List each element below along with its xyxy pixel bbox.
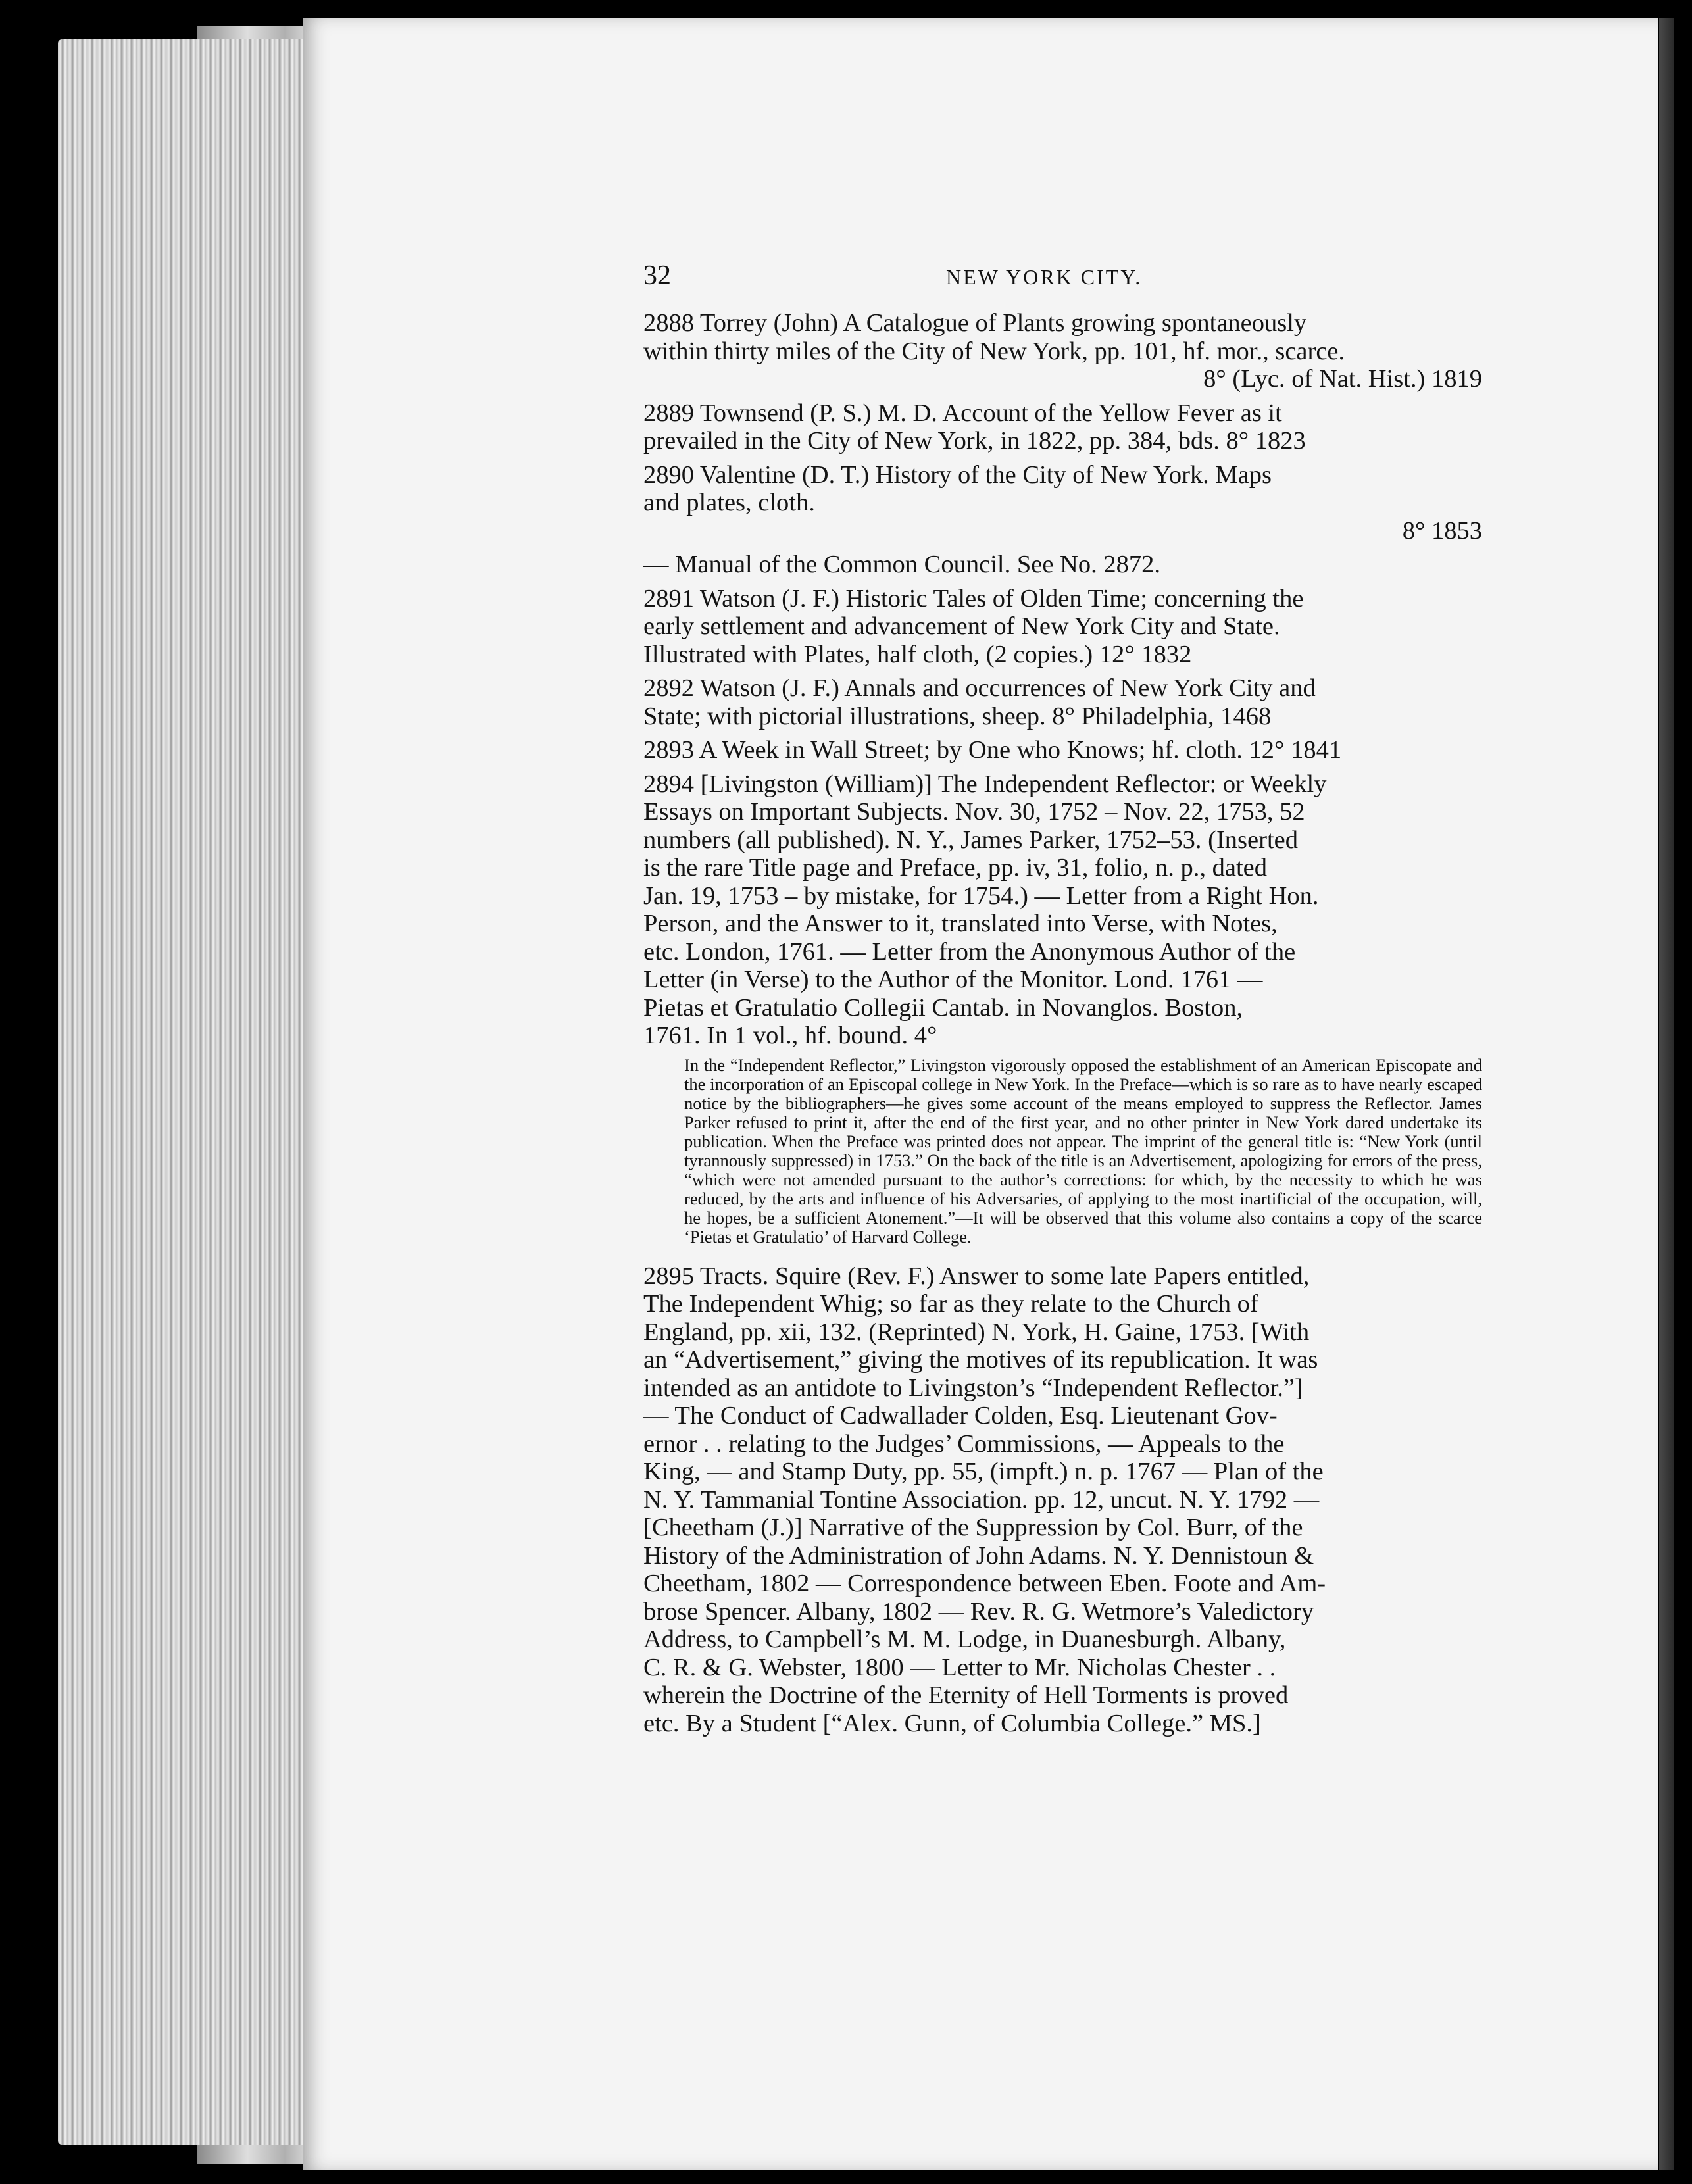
entry-line: and plates, cloth. — [643, 489, 815, 516]
entry-line: Address, to Campbell’s M. M. Lodge, in Duanesburgh. Albany, — [643, 1626, 1286, 1653]
book-leaves — [58, 39, 321, 2145]
entry-line: 8° 1853 — [1402, 516, 1482, 545]
entry-line: 2889 Townsend (P. S.) M. D. Account of the Yellow Fever as it — [643, 399, 1282, 427]
catalogue-entry — [643, 399, 1482, 455]
entry-line: etc. By a Student [“Alex. Gunn, of Columbia College.” MS.] — [643, 1709, 1261, 1737]
running-head: NEW YORK CITY. — [946, 265, 1143, 289]
page-number: 32 — [643, 261, 671, 291]
entry-line: King, — and Stamp Duty, pp. 55, (impft.) n. p. 1767 — Plan of the — [643, 1458, 1324, 1485]
entry-line: an “Advertisement,” giving the motives of its republication. It was — [643, 1346, 1318, 1374]
catalogue-entry — [643, 461, 1482, 545]
entry-line: Letter (in Verse) to the Author of the Monitor. Lond. 1761 — — [643, 966, 1263, 993]
entry-line: England, pp. xii, 132. (Reprinted) N. York, H. Gaine, 1753. [With — [643, 1318, 1310, 1346]
entry-line: wherein the Doctrine of the Eternity of Hell Torments is proved — [643, 1681, 1289, 1709]
entry-line: Cheetham, 1802 — Correspondence between Eben. Foote and Am- — [643, 1570, 1326, 1597]
entry-line: Pietas et Gratulatio Collegii Cantab. in Novanglos. Boston, — [643, 993, 1243, 1022]
entry-line: numbers (all published). N. Y., James Parker, 1752–53. (Inserted — [643, 826, 1298, 854]
entry-line: 2891 Watson (J. F.) Historic Tales of Olden Time; concerning the — [643, 584, 1304, 612]
entry-note: In the “Independent Reflector,” Livingston vigorously opposed the establishment of an American Episcopate and the incorporation of an Episcopal college in New York. In the Preface—which is so rare as to have nearly escaped notice by the bibliographers—he gives some account of the means employed to suppress the Reflector. James Parker refused to print it, after the end of the first year, and no other printer in New York dared undertake its publication. When the Preface was printed does not appear. The imprint of the general title is: “New York (until tyrannously suppressed) in 1753.” On the back of the title is an Advertisement, apologizing for errors of the press, “which were not amended pursuant to the author’s corrections: for which, by the necessity to which he was reduced, by the arts and influence of his Adversaries, of applying to the most inartificial of the occupation, will, he hopes, be a sufficient Atonement.”—It will be observed that this volume also contains a copy of the scarce ‘Pietas et Gratulatio’ of Harvard College. — [684, 1055, 1482, 1247]
catalogue-entry — [643, 736, 1482, 764]
entry-line: N. Y. Tammanial Tontine Association. pp. 12, uncut. N. Y. 1792 — — [643, 1485, 1320, 1514]
catalogue-entry — [643, 770, 1482, 1050]
catalogue-entry — [643, 674, 1482, 730]
entry-line: 2890 Valentine (D. T.) History of the City of New York. Maps — [643, 460, 1272, 489]
entry-line: — The Conduct of Cadwallader Colden, Esq. Lieutenant Gov- — [643, 1402, 1278, 1429]
entry-line: History of the Administration of John Adams. N. Y. Dennistoun & — [643, 1541, 1314, 1570]
entry-line: early settlement and advancement of New York City and State. — [643, 612, 1280, 640]
entry-line: 2892 Watson (J. F.) Annals and occurrences of New York City and — [643, 674, 1316, 702]
entry-line: 8° (Lyc. of Nat. Hist.) 1819 — [1203, 365, 1482, 393]
entry-line: Jan. 19, 1753 – by mistake, for 1754.) — Letter from a Right Hon. — [643, 881, 1319, 910]
entry-line: Person, and the Answer to it, translated into Verse, with Notes, — [643, 910, 1278, 937]
catalogue-entry — [643, 585, 1482, 669]
page-header — [643, 260, 1485, 293]
book-spine-edge — [1659, 18, 1674, 2170]
catalogue-entry — [643, 551, 1482, 579]
entry-line: 2893 A Week in Wall Street; by One who Knows; hf. cloth. 12° 1841 — [643, 736, 1342, 764]
entry-line: 2895 Tracts. Squire (Rev. F.) Answer to some late Papers entitled, — [643, 1262, 1310, 1290]
entry-line: State; with pictorial illustrations, sheep. 8° Philadelphia, 1468 — [643, 702, 1272, 730]
entry-line: Illustrated with Plates, half cloth, (2 copies.) 12° 1832 — [643, 640, 1192, 668]
entry-line: The Independent Whig; so far as they relate to the Church of — [643, 1290, 1258, 1318]
entry-line: prevailed in the City of New York, in 1822, pp. 384, bds. 8° 1823 — [643, 427, 1306, 455]
catalogue-entry — [643, 309, 1482, 393]
entry-line: within thirty miles of the City of New York, pp. 101, hf. mor., scarce. — [643, 337, 1345, 365]
entry-line: ernor . . relating to the Judges’ Commissions, — Appeals to the — [643, 1429, 1285, 1458]
entry-line: is the rare Title page and Preface, pp. iv, 31, folio, n. p., dated — [643, 854, 1268, 881]
entry-line: 1761. In 1 vol., hf. bound. 4° — [643, 1022, 937, 1049]
entry-line: etc. London, 1761. — Letter from the Anonymous Author of the — [643, 937, 1296, 966]
entry-line: Essays on Important Subjects. Nov. 30, 1752 – Nov. 22, 1753, 52 — [643, 798, 1305, 826]
entry-line: intended as an antidote to Livingston’s “Independent Reflector.”] — [643, 1374, 1303, 1402]
entry-line: brose Spencer. Albany, 1802 — Rev. R. G. Wetmore’s Valedictory — [643, 1597, 1314, 1626]
entry-line: 2894 [Livingston (William)] The Independent Reflector: or Weekly — [643, 770, 1327, 798]
entry-line: — Manual of the Common Council. See No. 2872. — [643, 551, 1160, 578]
catalogue-entries — [643, 309, 1482, 1743]
entry-line: 2888 Torrey (John) A Catalogue of Plants growing spontaneously — [643, 309, 1307, 337]
catalogue-entry — [643, 1262, 1482, 1738]
entry-line: [Cheetham (J.)] Narrative of the Suppression by Col. Burr, of the — [643, 1514, 1303, 1541]
entry-line: C. R. & G. Webster, 1800 — Letter to Mr. Nicholas Chester . . — [643, 1653, 1276, 1681]
